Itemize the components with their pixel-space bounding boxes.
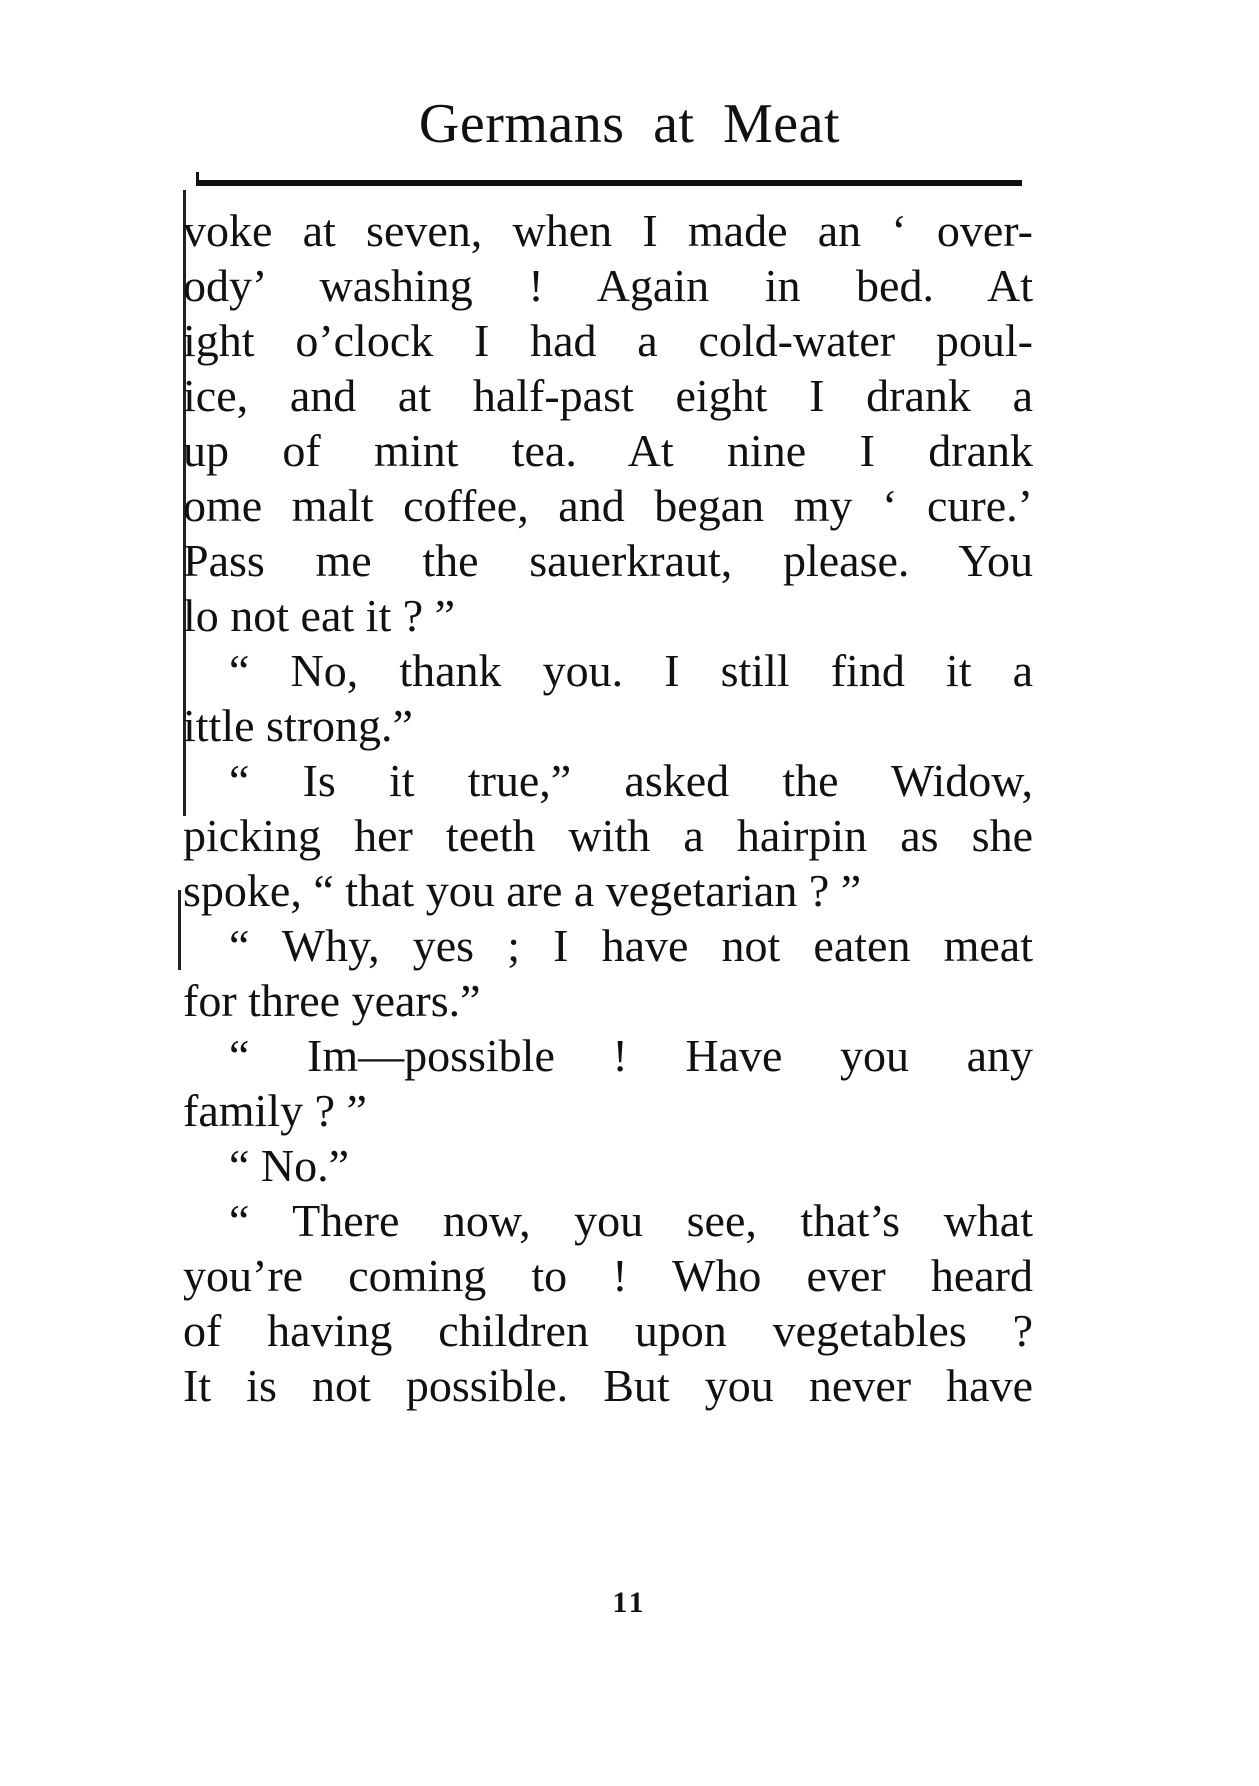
text-line: ittle strong.” [183,700,413,751]
text-line: ome malt coffee, and began my ‘ cure.’ [183,480,1033,531]
text-line: “ Why, yes ; I have not eaten meat [229,920,1033,971]
text-line: “ No, thank you. I still find it a [229,645,1033,696]
text-line: you’re coming to ! Who ever heard [183,1250,1033,1301]
text-line: for three years.” [183,975,481,1026]
text-line: picking her teeth with a hairpin as she [183,810,1033,861]
head-rule [196,180,1022,186]
text-line: lo not eat it ? ” [183,590,456,641]
text-line: “ There now, you see, that’s what [229,1195,1033,1246]
text-line: spoke, “ that you are a vegetarian ? ” [183,865,862,916]
text-line: voke at seven, when I made an ‘ over- [183,205,1033,256]
text-line: ight o’clock I had a cold-water poul- [183,315,1033,366]
text-line: up of mint tea. At nine I drank [183,425,1033,476]
text-line: “ Im—possible ! Have you any [229,1030,1033,1081]
text-line: “ No.” [229,1140,350,1191]
scan-margin-edge-lower [178,890,181,970]
running-head: Germans at Meat [418,93,841,155]
text-line: of having children upon vegetables ? [183,1305,1033,1356]
head-rule-tick [196,172,199,186]
text-line: “ Is it true,” asked the Widow, [229,755,1033,806]
text-line: It is not possible. But you never have [183,1360,1033,1411]
text-line: ice, and at half-past eight I drank a [183,370,1033,421]
text-line: ody’ washing ! Again in bed. At [183,260,1033,311]
text-line: family ? ” [183,1085,367,1136]
page-number: 11 [612,1586,647,1619]
text-line: Pass me the sauerkraut, please. You [183,535,1033,586]
